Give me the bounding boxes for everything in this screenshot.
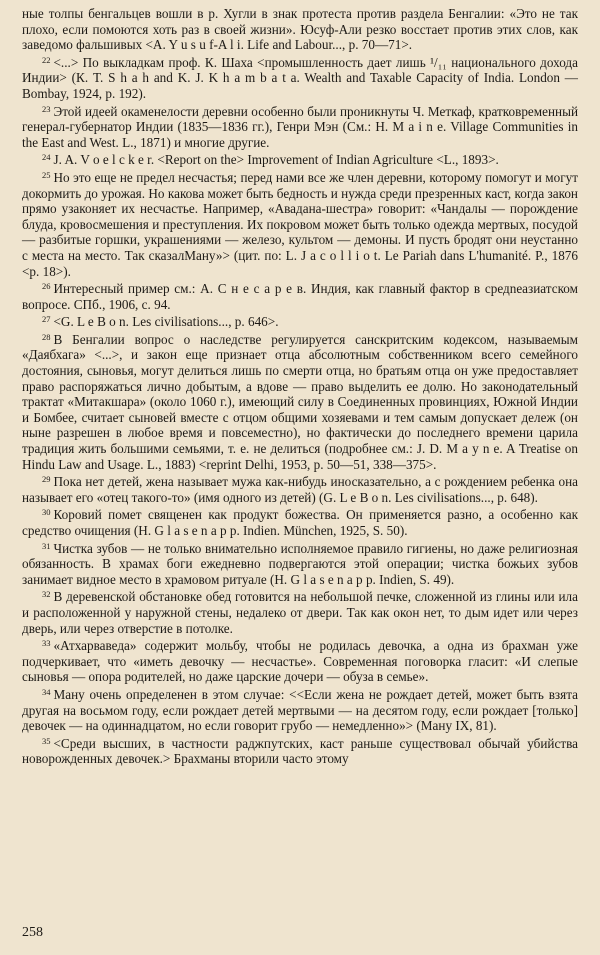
footnote-29 — [22, 472, 578, 505]
footnote-24 — [22, 150, 578, 168]
footnote-23 — [22, 102, 578, 151]
footnote-number: 24 — [42, 152, 51, 163]
footnote-26 — [22, 279, 578, 312]
footnote-text: Интересный пример см.: А. С н е с а р е в. Индия, как главный фактор в средneазиатском вопросе. СПб., 1906, с. 94. — [22, 281, 578, 312]
footnote-32 — [22, 587, 578, 636]
footnote-number: 23 — [42, 103, 51, 114]
footnote-text: J. A. V o e l c k e r. <Report on the> Improvement of Indian Agriculture <L., 1893>. — [53, 152, 499, 168]
footnote-text: В Бенгалии вопрос о наследстве регулируется санскритским кодексом, называемым «Даябхага» <...>, и закон еще признает отца абсолютным собственником всего семейного достояния, сыновья, могут делиться лишь по смерти отца, но братьям отца он уже предоставляет право распоряжаться лично добытым, а вдове — право выделить ее долю. Но законодательный трактат «Митакшара» (около 1060 г.), имеющий силу в Соединенных провинциях, Южной Индии и Бомбее, считает сыновей вместе с отцом общими хозяевами и тем самым допускает дележ (он ныне разрешен в любое время и повсеместно), но фактически до последнего времени царила традиция жить большими семьями, т. е. не делиться (подробнее см.: J. D. M a y n e. A Treatise on Hindu Law and Usage. L., 1883) <reprint Delhi, 1953, p. 50—51, 338—375>. — [22, 331, 578, 472]
footnote-27 — [22, 312, 578, 330]
footnote-number: 31 — [42, 540, 51, 551]
footnote-text: <...> По выкладкам проф. К. Шаха <промышленность дает лишь ¹/₁₁ национального дохода Индии> (К. T. S h a h and K. J. K h a m b a t a. Wealth and Taxable Capacity of India. London — Bombay, 1924, p. 192). — [22, 54, 578, 101]
footnotes-block — [22, 6, 578, 767]
footnote-22 — [22, 53, 578, 102]
footnote-30 — [22, 505, 578, 538]
footnote-33 — [22, 636, 578, 685]
footnote-25 — [22, 168, 578, 279]
footnote-text: Пока нет детей, жена называет мужа как-нибудь иносказательно, а с рождением ребенка она называет его «отец такого-то» (имя одного из детей) (G. L e B o n. Les civilisations..., p. 648). — [22, 474, 578, 505]
footnote-number: 28 — [42, 331, 51, 342]
footnote-number: 35 — [42, 735, 51, 746]
continuation-paragraph: ные толпы бенгальцев вошли в р. Хугли в знак протеста против раздела Бенгалии: «Это не так плохо, если помоются хоть раз в своей жизни». Юсуф-Али резко восстает против этих слов, как заведомо фальшивых <A. Y u s u f-A l i. Life and Labour..., p. 70—71>. — [22, 6, 578, 53]
footnote-text: «Атхарваведа» содержит мольбу, чтобы не родилась девочка, а одна из брахман уже подчеркивает, что «иметь девочку — несчастье». Современная поговорка гласит: «И слепые сыновья — опора родителей, но даже царские дочери — обуза в семье». — [22, 638, 578, 685]
footnote-number: 30 — [42, 507, 51, 518]
footnote-number: 25 — [42, 169, 51, 180]
footnote-number: 29 — [42, 474, 51, 485]
footnote-text: Но это еще не предел несчастья; перед нами все же член деревни, которому помогут и могут докормить до урожая. Но какова может быть бедность и нужда среди презренных каст, когда закон прямо узаконяет их несчастье. Например, «Авадана-шестра» говорит: «Чандалы — порождение блуда, кровосмешения и преступления. Их покровом может быть только одежда мертвых, посудой — разбитые горшки, украшениями — железо, культом — демоны. И пусть бродят они неустанно с места на место. Так сказалМану»> (цит. по: L. J a c o l l i o t. Le Pariah dans L'humanité. P., 1876 <p. 18>). — [22, 169, 578, 279]
footnote-34 — [22, 685, 578, 734]
footnote-number: 26 — [42, 281, 51, 292]
footnote-text: Ману очень определенен в этом случае: <<Если жена не рождает детей, может быть взята другая на восьмом году, если рождает детей мертвыми — на десятом году, если рождает [только] девочек — на одиннадцатом, но если говорит грубо — немедленно»> (Ману IX, 81). — [22, 686, 578, 734]
footnote-text: Этой идеей окаменелости деревни особенно были проникнуты Ч. Меткаф, кратковременный генерал-губернатор Индии (1835—1836 гг.), Генри Мэн (См.: H. M a i n e. Village Communities in the East and West. L., 1871) и многие другие. — [22, 103, 578, 150]
footnote-text: В деревенской обстановке обед готовится на небольшой печке, сложенной из глины или ила и расположенной у наружной стены, недалеко от двери. Так как окон нет, то дым идет или через дверь, или через отверстие в потолке. — [22, 589, 578, 636]
footnote-number: 27 — [42, 314, 51, 325]
footnote-text: Коровий помет священен как продукт божества. Он применяется разно, а особенно как средство очищения (H. G l a s e n a p p. Indien. München, 1925, S. 50). — [22, 507, 578, 538]
footnote-35 — [22, 734, 578, 767]
footnote-text: <Среди высших, в частности раджпутских, каст раньше существовал обычай убийства новорожденных девочек.> Брахманы вторили часто этому — [22, 735, 578, 767]
footnote-text: <G. L e B o n. Les civilisations..., p. 646>. — [53, 314, 279, 330]
footnote-number: 34 — [42, 686, 51, 697]
page-number: 258 — [22, 925, 43, 940]
footnote-number: 32 — [42, 589, 51, 600]
footnote-text: Чистка зубов — не только внимательно исполняемое правило гигиены, но даже религиозная обязанность. В храмах боги ежедневно подвергаются этой операции; чистка божьих зубов занимает видное место в храмовом ритуале (H. G l a s e n a p p. Indien, S. 49). — [22, 540, 578, 587]
footnote-31 — [22, 539, 578, 588]
footnote-number: 33 — [42, 638, 51, 649]
footnote-28 — [22, 330, 578, 472]
footnote-number: 22 — [42, 54, 51, 65]
